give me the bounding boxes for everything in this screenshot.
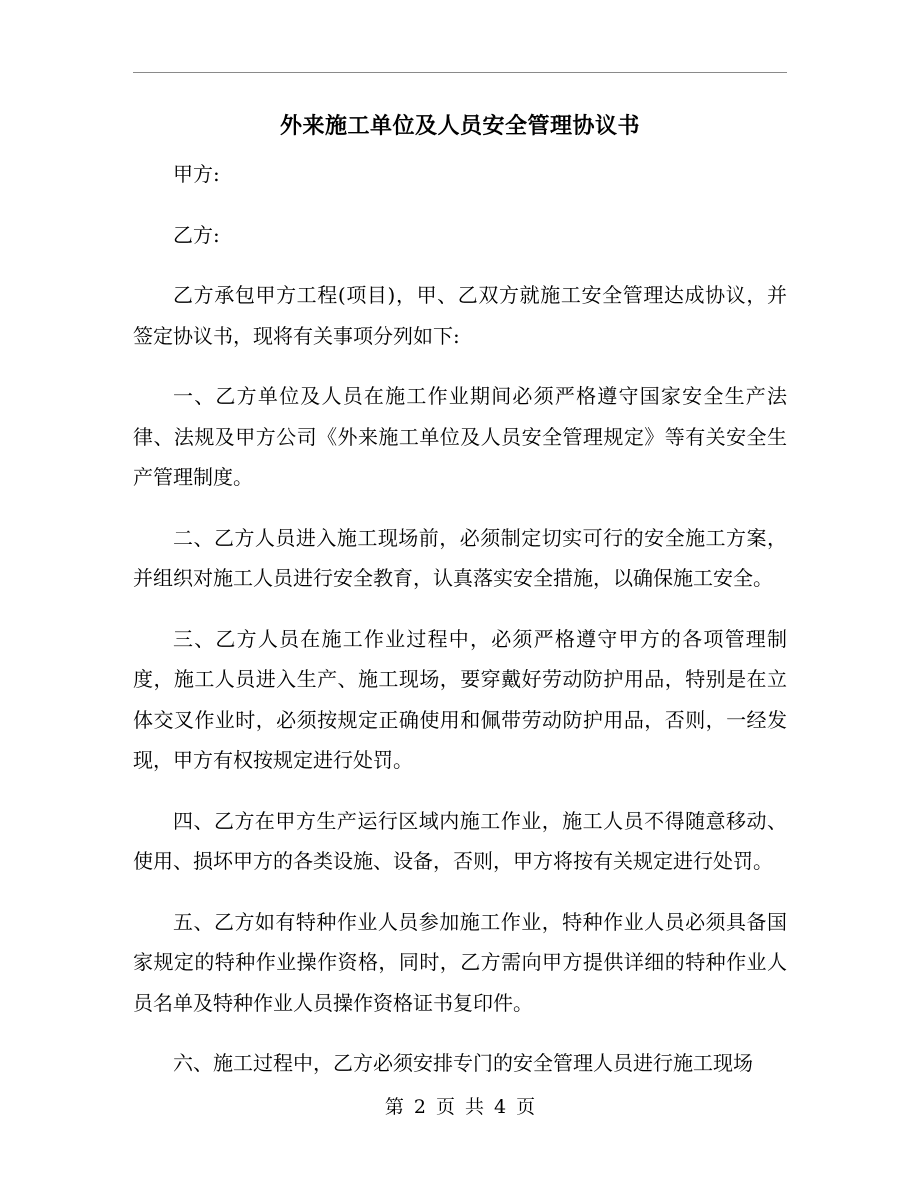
- clause-6: 六、施工过程中，乙方必须安排专门的安全管理人员进行施工现场: [173, 1051, 753, 1075]
- party-a-label: 甲方:: [173, 162, 220, 186]
- clause-4: 四、乙方在甲方生产运行区域内施工作业，施工人员不得随意移动、使用、损坏甲方的各类设施、设备，否则，甲方将按有关规定进行处罚。: [133, 808, 787, 873]
- clause-2: 二、乙方人员进入施工现场前，必须制定切实可行的安全施工方案，并组织对施工人员进行安全教育，认真落实安全措施，以确保施工安全。: [133, 525, 787, 590]
- clause-1: 一、乙方单位及人员在施工作业期间必须严格遵守国家安全生产法律、法规及甲方公司《外来施工单位及人员安全管理规定》等有关安全生产管理制度。: [133, 384, 787, 489]
- clause-5: 五、乙方如有特种作业人员参加施工作业，特种作业人员必须具备国家规定的特种作业操作资格，同时，乙方需向甲方提供详细的特种作业人员名单及特种作业人员操作资格证书复印件。: [133, 909, 787, 1015]
- party-b-label: 乙方:: [173, 222, 220, 247]
- page-number: 第 2 页 共 4 页: [384, 1096, 536, 1118]
- intro-paragraph: 乙方承包甲方工程(项目)，甲、乙双方就施工安全管理达成协议，并签定协议书，现将有关事项分列如下:: [133, 283, 787, 348]
- clause-3: 三、乙方人员在施工作业过程中，必须严格遵守甲方的各项管理制度，施工人员进入生产、施工现场，要穿戴好劳动防护用品，特别是在立体交叉作业时，必须按规定正确使用和佩带劳动防护用品，否则，一经发现，甲方有权按规定进行处罚。: [133, 626, 787, 772]
- document-body: [133, 154, 787, 1104]
- document-title: 外来施工单位及人员安全管理协议书: [279, 113, 640, 139]
- header-rule: [133, 72, 787, 73]
